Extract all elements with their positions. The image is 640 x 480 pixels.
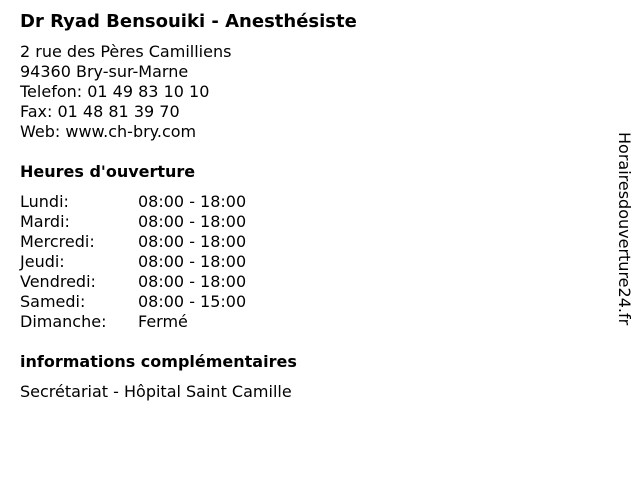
page-title: Dr Ryad Bensouiki - Anesthésiste (20, 11, 357, 32)
hours-row-monday (20, 192, 600, 212)
time-value: 08:00 - 18:00 (138, 272, 247, 291)
day-label: Mardi: (20, 212, 70, 231)
address-street: 2 rue des Pères Camilliens (20, 42, 232, 61)
hours-row-sunday (20, 312, 600, 332)
address-city: 94360 Bry-sur-Marne (20, 62, 189, 81)
hours-row-wednesday (20, 232, 600, 252)
time-value: 08:00 - 15:00 (138, 292, 247, 311)
fax-number: Fax: 01 48 81 39 70 (20, 102, 180, 121)
hours-row-thursday (20, 252, 600, 272)
site-watermark: Horairesdouverture24.fr (615, 132, 634, 326)
additional-info-heading: informations complémentaires (20, 352, 297, 371)
phone-number[interactable]: Telefon: 01 49 83 10 10 (20, 82, 210, 101)
hours-row-tuesday (20, 212, 600, 232)
time-value: Fermé (138, 312, 188, 331)
day-label: Jeudi: (20, 252, 65, 271)
day-label: Mercredi: (20, 232, 95, 251)
website-link[interactable]: Web: www.ch-bry.com (20, 122, 197, 141)
additional-info-text: Secrétariat - Hôpital Saint Camille (20, 382, 292, 401)
time-value: 08:00 - 18:00 (138, 232, 247, 251)
contact-block (20, 42, 600, 142)
day-label: Samedi: (20, 292, 86, 311)
time-value: 08:00 - 18:00 (138, 212, 247, 231)
opening-hours-heading: Heures d'ouverture (20, 162, 196, 181)
time-value: 08:00 - 18:00 (138, 192, 247, 211)
hours-row-friday (20, 272, 600, 292)
business-card (20, 8, 600, 402)
day-label: Lundi: (20, 192, 69, 211)
day-label: Dimanche: (20, 312, 107, 331)
time-value: 08:00 - 18:00 (138, 252, 247, 271)
hours-row-saturday (20, 292, 600, 312)
opening-hours-table (20, 192, 600, 332)
day-label: Vendredi: (20, 272, 96, 291)
